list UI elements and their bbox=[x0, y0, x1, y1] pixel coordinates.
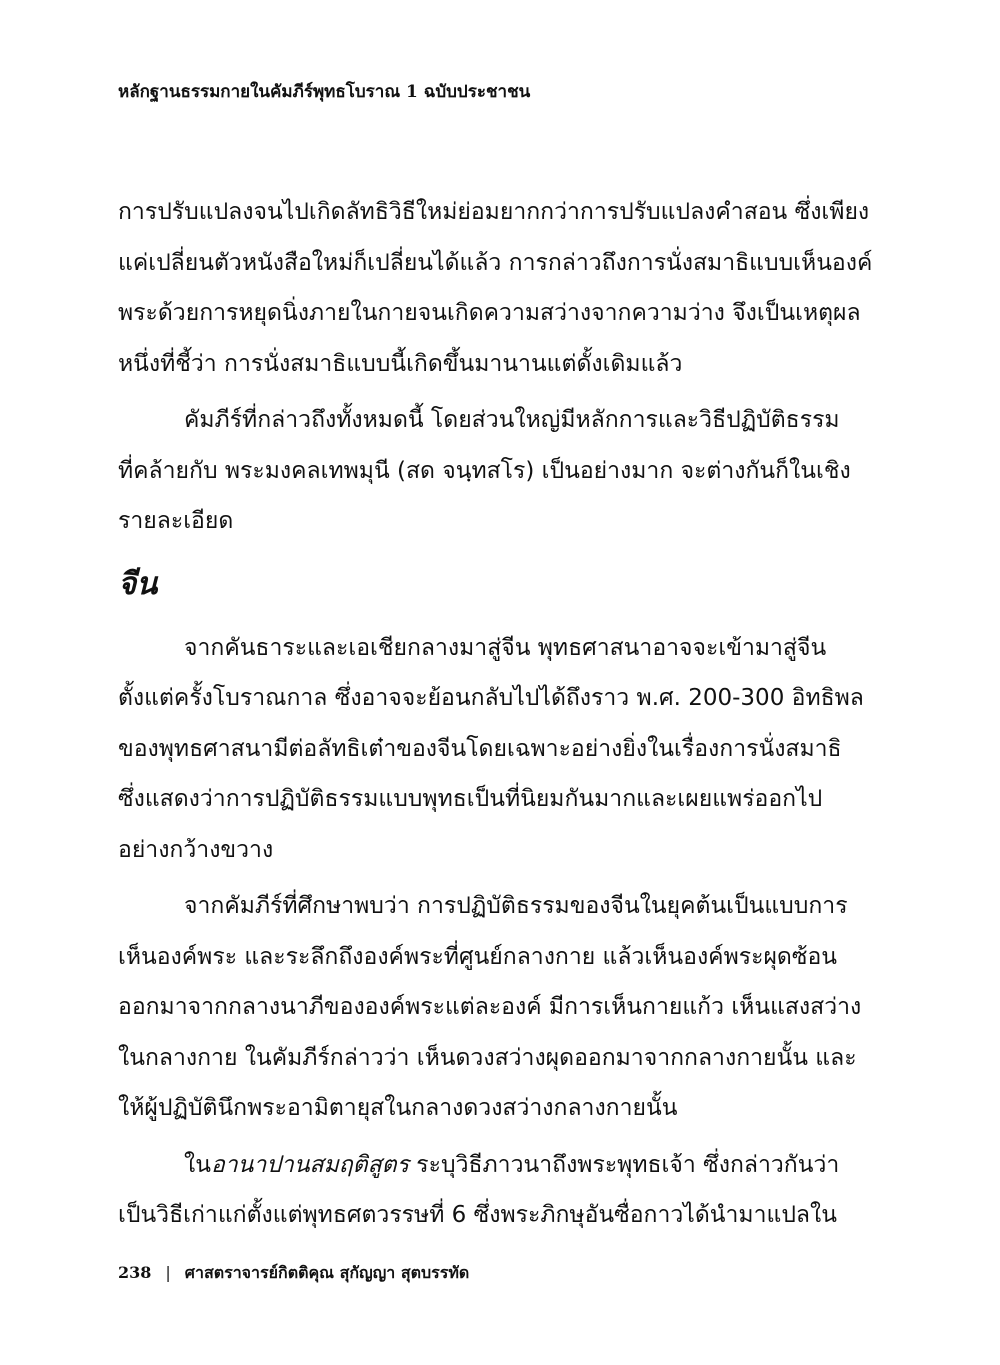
text-line: ให้ผู้ปฏิบัตินึกพระอามิตายุสในกลางดวงสว่างกลางกายนั้น bbox=[118, 1095, 678, 1121]
text-line: ออกมาจากกลางนาภีขององค์พระแต่ละองค์ มีการเห็นกายแก้ว เห็นแสงสว่าง bbox=[118, 994, 862, 1020]
text-line: ที่คล้ายกับ พระมงคลเทพมุนี (สด จนฺทสโร) เป็นอย่างมาก จะต่างกันก็ในเชิง bbox=[118, 457, 851, 484]
paragraph-3 bbox=[118, 623, 864, 876]
text-line bbox=[118, 1140, 853, 1191]
section-heading: จีน bbox=[118, 565, 158, 602]
text-line: เป็นวิธีเก่าแก่ตั้งแต่พุทธศตวรรษที่ 6 ซึ่งพระภิกษุอันซื่อกาวได้นำมาแปลใน bbox=[118, 1202, 837, 1228]
text-fragment: ระบุวิธีภาวนาถึงพระพุทธเจ้า ซึ่งกล่าวกันว่า bbox=[408, 1151, 840, 1178]
text-line: พระด้วยการหยุดนิ่งภายในกายจนเกิดความสว่างจากความว่าง จึงเป็นเหตุผล bbox=[118, 300, 861, 326]
text-line: เห็นองค์พระ และระลึกถึงองค์พระที่ศูนย์กลางกาย แล้วเห็นองค์พระผุดซ้อน bbox=[118, 943, 837, 970]
text-line: รายละเอียด bbox=[118, 508, 234, 534]
page-footer bbox=[118, 1262, 878, 1284]
body-text bbox=[118, 187, 873, 1247]
paragraph-2 bbox=[118, 395, 853, 547]
page-number: 238 bbox=[118, 1263, 152, 1282]
text-line: คัมภีร์ที่กล่าวถึงทั้งหมดนี้ โดยส่วนใหญ่มีหลักการและวิธีปฏิบัติธรรม bbox=[184, 407, 840, 433]
text-line: จากคัมภีร์ที่ศึกษาพบว่า การปฏิบัติธรรมของจีนในยุคต้นเป็นแบบการ bbox=[184, 893, 848, 919]
text-line: การปรับแปลงจนไปเกิดลัทธิวิธีใหม่ย่อมยากกว่าการปรับแปลงคำสอน ซึ่งเพียง bbox=[118, 199, 870, 225]
text-line: แค่เปลี่ยนตัวหนังสือใหม่ก็เปลี่ยนได้แล้ว การกล่าวถึงการนั่งสมาธิแบบเห็นองค์ bbox=[118, 249, 873, 276]
text-fragment: ใน bbox=[184, 1151, 211, 1178]
text-line: อย่างกว้างขวาง bbox=[118, 836, 274, 863]
text-line: ในกลางกาย ในคัมภีร์กล่าวว่า เห็นดวงสว่างผุดออกมาจากกลางกายนั้น และ bbox=[118, 1044, 857, 1071]
text-line: ของพุทธศาสนามีต่อลัทธิเต๋าของจีนโดยเฉพาะอย่างยิ่งในเรื่องการนั่งสมาธิ bbox=[118, 735, 842, 762]
sutra-title: อานาปานสมฤติสูตร bbox=[210, 1151, 409, 1178]
paragraph-5 bbox=[118, 1140, 853, 1241]
text-line: หนึ่งที่ชี้ว่า การนั่งสมาธิแบบนี้เกิดขึ้นมานานแต่ดั้งเดิมแล้ว bbox=[118, 350, 683, 377]
text-line: จากคันธาระและเอเชียกลางมาสู่จีน พุทธศาสนาอาจจะเข้ามาสู่จีน bbox=[184, 634, 827, 661]
text-line: ตั้งแต่ครั้งโบราณกาล ซึ่งอาจจะย้อนกลับไปได้ถึงราว พ.ศ. 200-300 อิทธิพล bbox=[118, 685, 864, 711]
paragraph-1 bbox=[118, 187, 873, 389]
paragraph-4 bbox=[118, 881, 862, 1134]
footer-separator: | bbox=[165, 1263, 171, 1282]
text-line: ซึ่งแสดงว่าการปฏิบัติธรรมแบบพุทธเป็นที่นิยมกันมากและเผยแพร่ออกไป bbox=[118, 786, 823, 812]
running-title: หลักฐานธรรมกายในคัมภีร์พุทธโบราณ 1 ฉบับประชาชน bbox=[118, 82, 531, 102]
footer-author: ศาสตราจารย์กิตติคุณ สุกัญญา สุตบรรทัด bbox=[184, 1263, 470, 1282]
